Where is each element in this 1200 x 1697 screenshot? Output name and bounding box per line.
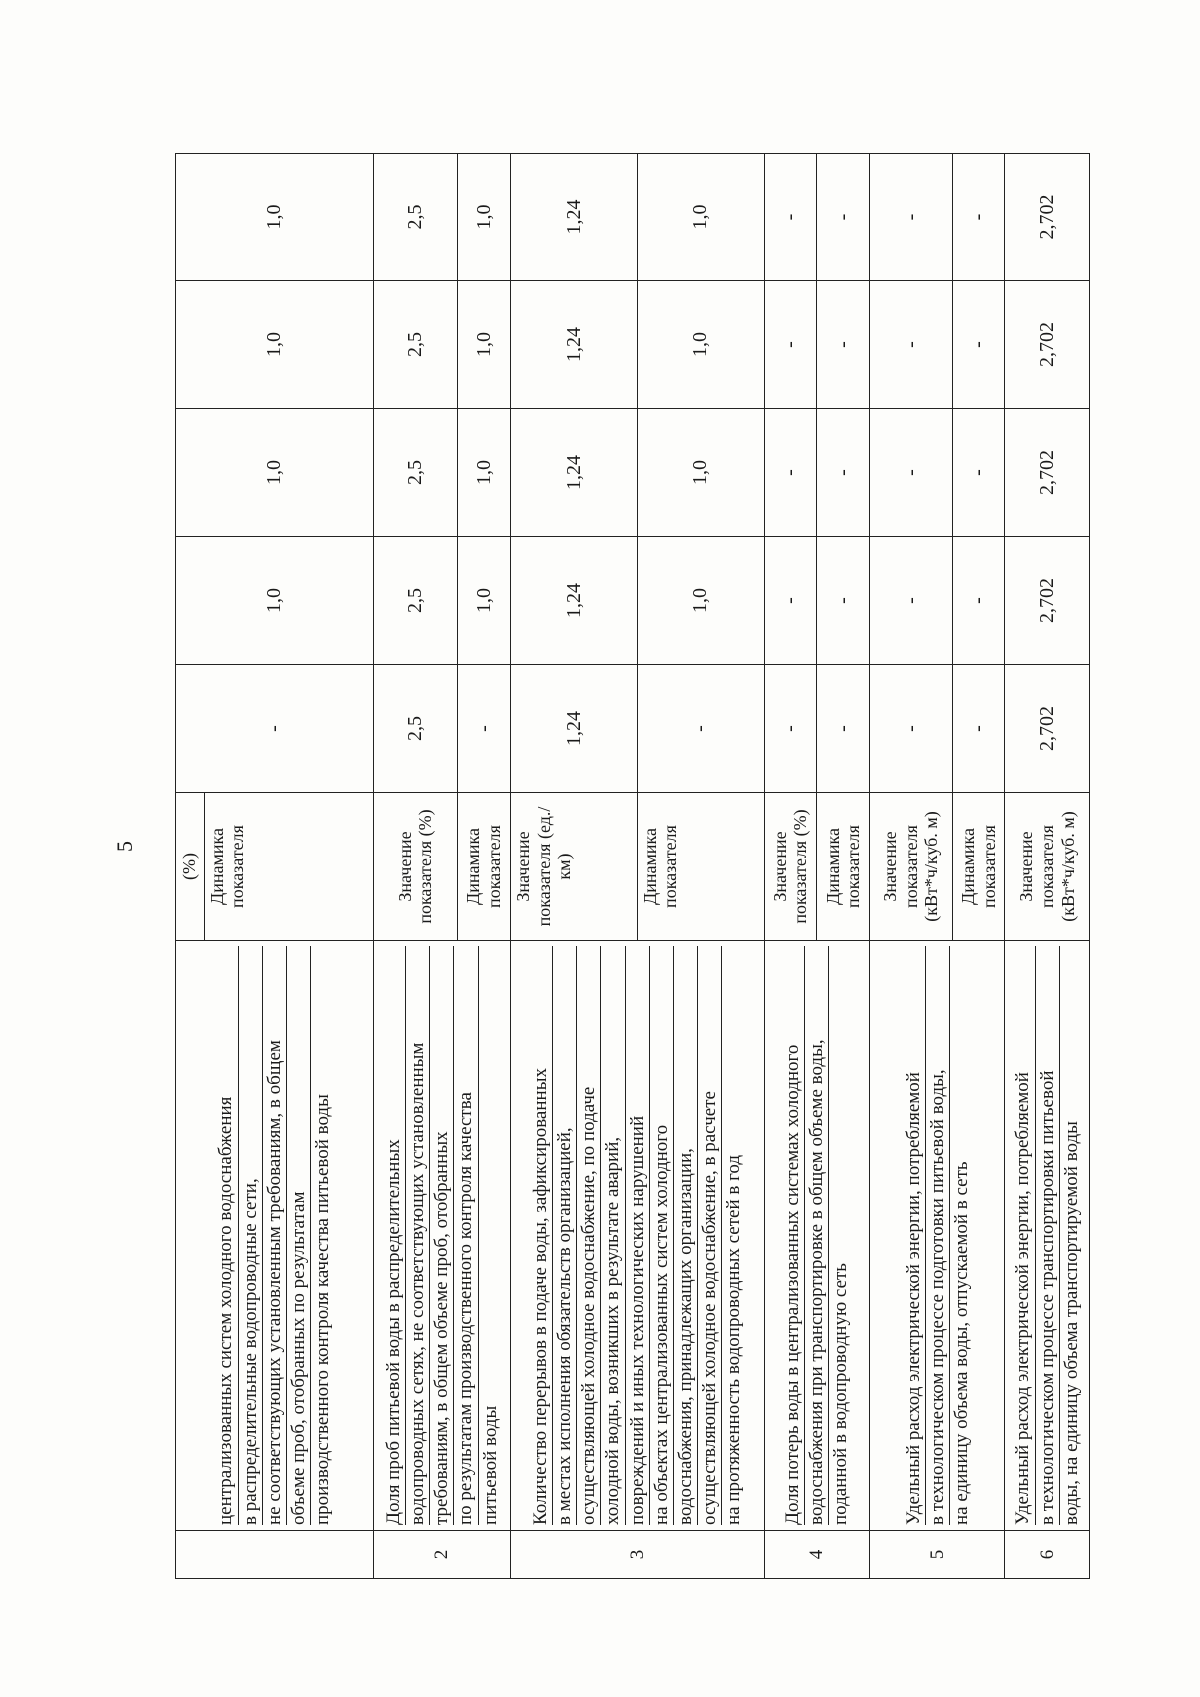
indicator-description	[1005, 941, 1090, 1531]
value-cell: -	[176, 665, 374, 793]
desc-line: осуществляющей холодное водоснабжение, по подаче	[577, 946, 601, 1525]
desc-line: Доля потерь воды в централизованных системах холодного	[781, 946, 805, 1525]
value-cell: -	[817, 665, 870, 793]
value-cell: -	[764, 537, 817, 665]
desc-line: производственного контроля качества питьевой воды	[312, 1094, 334, 1525]
value-cell: 2,702	[1005, 154, 1090, 281]
value-cell: 2,702	[1005, 537, 1090, 665]
desc-line: по результатам производственного контроля качества	[454, 946, 478, 1525]
table-row	[1005, 154, 1090, 1579]
value-cell: 2,5	[373, 409, 458, 537]
indicator-description	[373, 941, 510, 1531]
value-cell: -	[870, 537, 952, 665]
desc-line: Удельный расход электрической энергии, потребляемой	[1011, 946, 1035, 1525]
unit-cell: Динамика показателя	[817, 793, 870, 941]
desc-line: требованиям, в общем объеме проб, отобранных	[430, 946, 454, 1525]
unit-cell: (%)	[176, 793, 205, 941]
value-cell: 1,0	[458, 409, 511, 537]
page-number: 5	[112, 841, 137, 852]
desc-line: водоснабжения, принадлежащих организации,	[674, 946, 698, 1525]
value-cell: 2,702	[1005, 281, 1090, 409]
value-cell: -	[458, 665, 511, 793]
value-cell: 1,24	[510, 409, 637, 537]
value-cell: 1,24	[510, 665, 637, 793]
value-cell: 1,24	[510, 537, 637, 665]
desc-line: Удельный расход электрической энергии, потребляемой	[902, 946, 926, 1525]
value-cell: 2,702	[1005, 665, 1090, 793]
value-cell: 1,0	[637, 154, 764, 281]
value-cell: -	[870, 665, 952, 793]
value-cell: -	[870, 154, 952, 281]
desc-line: воды, на единицу объема транспортируемой воды	[1060, 1121, 1082, 1525]
value-cell: -	[817, 409, 870, 537]
value-cell: -	[870, 281, 952, 409]
row-number: 3	[510, 1531, 764, 1579]
value-cell: -	[952, 281, 1005, 409]
desc-line: в технологическом процессе транспортировки питьевой	[1036, 946, 1060, 1525]
value-cell: 2,5	[373, 154, 458, 281]
row-number: 4	[764, 1531, 870, 1579]
value-cell: 1,0	[176, 154, 374, 281]
unit-cell: Значение показателя (%)	[373, 793, 458, 941]
unit-cell: Значение показателя (кВт*ч/куб. м)	[1005, 793, 1090, 941]
indicator-description	[870, 941, 1005, 1531]
value-cell: -	[764, 154, 817, 281]
value-cell: -	[952, 537, 1005, 665]
row-number: 6	[1005, 1531, 1090, 1579]
value-cell: -	[764, 665, 817, 793]
value-cell: 1,0	[458, 154, 511, 281]
value-cell: 1,0	[637, 409, 764, 537]
indicator-description	[176, 941, 374, 1531]
table-row	[870, 154, 952, 1579]
desc-line: в технологическом процессе подготовки питьевой воды,	[926, 946, 950, 1525]
value-cell: 1,0	[176, 537, 374, 665]
desc-line: объеме проб, отобранных по результатам	[287, 946, 311, 1525]
value-cell: 1,0	[458, 281, 511, 409]
indicator-description	[764, 941, 870, 1531]
value-cell: 2,5	[373, 281, 458, 409]
value-cell: 1,24	[510, 154, 637, 281]
value-cell: -	[764, 409, 817, 537]
value-cell: 1,0	[458, 537, 511, 665]
indicators-table	[175, 153, 1090, 1579]
table-row	[764, 154, 817, 1579]
value-cell: -	[817, 281, 870, 409]
value-cell: 1,0	[176, 409, 374, 537]
value-cell: -	[952, 154, 1005, 281]
desc-line: Доля проб питьевой воды в распределительных	[382, 946, 406, 1525]
desc-line: не соответствующих установленным требованиям, в общем	[263, 946, 287, 1525]
row-number: 5	[870, 1531, 1005, 1579]
desc-line: осуществляющей холодное водоснабжение, в расчете	[698, 946, 722, 1525]
unit-cell: Динамика показателя	[952, 793, 1005, 941]
desc-line: на единицу объема воды, отпускаемой в сеть	[950, 1161, 972, 1525]
desc-line: водопроводных сетях, не соответствующих установленным	[406, 946, 430, 1525]
unit-cell: Динамика показателя	[458, 793, 511, 941]
value-cell: -	[764, 281, 817, 409]
value-cell: 1,0	[176, 281, 374, 409]
value-cell: 1,24	[510, 281, 637, 409]
desc-line: поданной в водопроводную сеть	[830, 1263, 852, 1525]
row-number	[176, 1531, 374, 1579]
desc-line: централизованных систем холодного водоснабжения	[214, 946, 238, 1525]
table-row	[373, 154, 458, 1579]
desc-line: повреждений и иных технологических нарушений	[626, 946, 650, 1525]
indicator-description	[510, 941, 764, 1531]
row-number: 2	[373, 1531, 510, 1579]
desc-line: в распределительные водопроводные сети,	[239, 946, 263, 1525]
desc-line: водоснабжения при транспортировке в общем объеме воды,	[805, 946, 829, 1525]
value-cell: 1,0	[637, 537, 764, 665]
unit-cell: Значение показателя (ед./км)	[510, 793, 637, 941]
value-cell: 2,5	[373, 665, 458, 793]
value-cell: 1,0	[637, 281, 764, 409]
desc-line: холодной воды, возникших в результате аварий,	[601, 946, 625, 1525]
unit-cell: Динамика показателя	[204, 793, 373, 941]
value-cell: -	[817, 154, 870, 281]
value-cell: -	[637, 665, 764, 793]
unit-cell: Динамика показателя	[637, 793, 764, 941]
desc-line: Количество перерывов в подаче воды, зафиксированных	[529, 946, 553, 1525]
desc-line: в местах исполнения обязательств организацией,	[553, 946, 577, 1525]
desc-line: питьевой воды	[479, 1405, 501, 1525]
value-cell: -	[952, 409, 1005, 537]
table-row	[510, 154, 637, 1579]
value-cell: -	[817, 537, 870, 665]
value-cell: -	[952, 665, 1005, 793]
value-cell: 2,5	[373, 537, 458, 665]
desc-line: на объектах централизованных систем холодного	[650, 946, 674, 1525]
unit-cell: Значение показателя (кВт*ч/куб. м)	[870, 793, 952, 941]
value-cell: -	[870, 409, 952, 537]
unit-cell: Значение показателя (%)	[764, 793, 817, 941]
desc-line: на протяженность водопроводных сетей в год	[723, 1154, 745, 1525]
value-cell: 2,702	[1005, 409, 1090, 537]
table-row	[176, 154, 205, 1579]
